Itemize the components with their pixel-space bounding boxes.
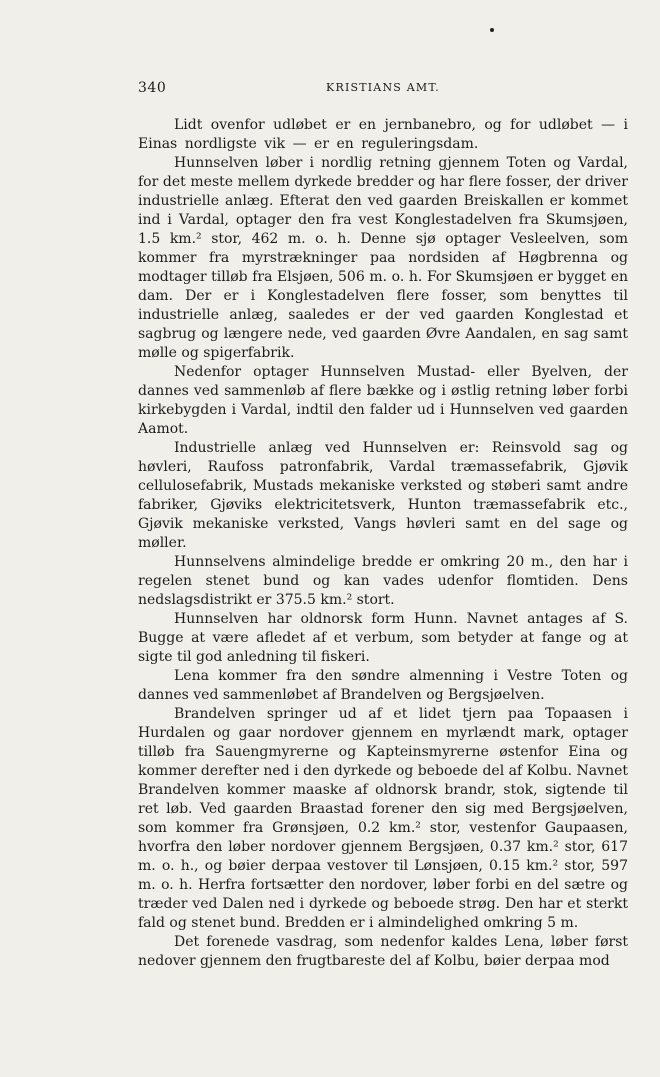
paragraph: Lena kommer fra den søndre almenning i Vestre Toten og dannes ved sammenløbet af Brandelven og Bergsjøelven. — [138, 668, 628, 703]
page-number: 340 — [138, 80, 167, 96]
paragraph: Industrielle anlæg ved Hunnselven er: Reinsvold sag og høvleri, Raufoss patronfabrik, Vardal træmassefabrik, Gjøvik cellulosefabrik, Mustads mekaniske verksted og støberi samt andre fabriker, Gjøviks elektricitetsverk, Hunton træmassefabrik etc., Gjøvik mekaniske verksted, Vangs høvleri samt en del sage og møller. — [138, 440, 628, 551]
paragraph: Hunnselven løber i nordlig retning gjennem Toten og Vardal, for det meste mellem dyrkede bredder og har flere fosser, der driver industrielle anlæg. Efterat den ved gaarden Breiskallen er kommet ind i Vardal, optager den fra vest Konglestadelven fra Skumsjøen, 1.5 km.² stor, 462 m. o. h. Denne sjø optager Vesleelven, som kommer fra myrstrækninger paa nordsiden af Høgbrenna og modtager tilløb fra Elsjøen, 506 m. o. h. For Skumsjøen er bygget en dam. Der er i Konglestadelven flere fosser, som benyttes til industrielle anlæg, saaledes er der ved gaarden Konglestad et sagbrug og længere nede, ved gaarden Øvre Aandalen, en sag samt mølle og spigerfabrik. — [138, 155, 628, 361]
page-header — [138, 80, 628, 98]
paragraph: Hunnselvens almindelige bredde er omkring 20 m., den har i regelen stenet bund og kan vades udenfor flomtiden. Dens nedslagsdistrikt er 375.5 km.² stort. — [138, 554, 628, 608]
paragraph: Det forenede vasdrag, som nedenfor kaldes Lena, løber først nedover gjennem den frugtbareste del af Kolbu, bøier derpaa mod — [138, 934, 628, 969]
paragraph: Brandelven springer ud af et lidet tjern paa Topaasen i Hurdalen og gaar nordover gjennem en myrlændt mark, optager tilløb fra Sauengmyrerne og Kapteinsmyrerne østenfor Eina og kommer derefter ned i den dyrkede og beboede del af Kolbu. Navnet Brandelven kommer maaske af oldnorsk brandr, stok, sigtende til ret løb. Ved gaarden Braastad forener den sig med Bergsjøelven, som kommer fra Grønsjøen, 0.2 km.² stor, vestenfor Gaupaasen, hvorfra den løber nordover gjennem Bergsjøen, 0.37 km.² stor, 617 m. o. h., og bøier derpaa vestover til Lønsjøen, 0.15 km.² stor, 597 m. o. h. Herfra fortsætter den nordover, løber forbi en del sætre og træder ved Dalen ned i dyrkede og beboede strøg. Den har et sterkt fald og stenet bund. Bredden er i almindelighed omkring 5 m. — [138, 706, 628, 931]
paragraph: Lidt ovenfor udløbet er en jernbanebro, og for udløbet — i Einas nordligste vik — er en reguleringsdam. — [138, 117, 628, 152]
ink-speck — [490, 28, 494, 32]
running-title: KRISTIANS AMT. — [326, 81, 440, 94]
page-body — [138, 116, 628, 971]
paragraph: Hunnselven har oldnorsk form Hunn. Navnet antages af S. Bugge at være afledet af et verbum, som betyder at fange og at sigte til god anledning til fiskeri. — [138, 611, 628, 665]
paragraph: Nedenfor optager Hunnselven Mustad- eller Byelven, der dannes ved sammenløb af flere bække og i østlig retning løber forbi kirkebygden i Vardal, indtil den falder ud i Hunnselven ved gaarden Aamot. — [138, 364, 628, 437]
